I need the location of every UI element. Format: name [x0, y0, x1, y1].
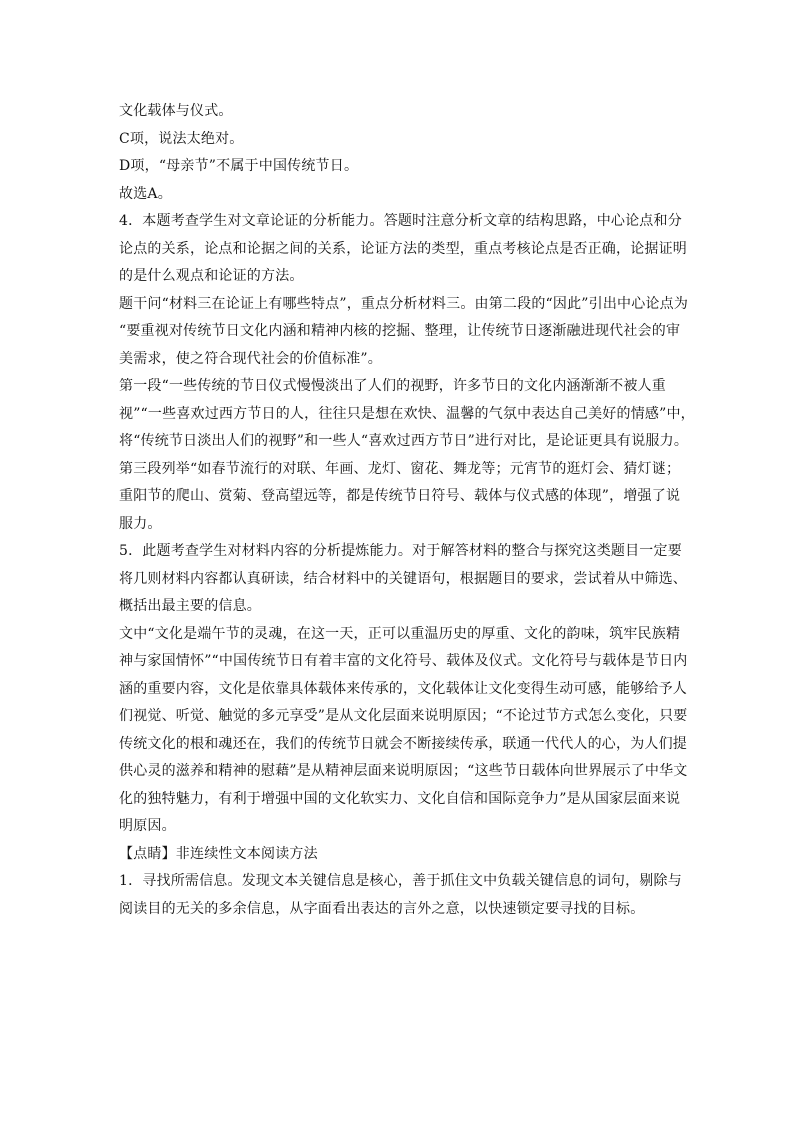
text-line: “要重视对传统节日文化内涵和精神内核的挖掘、整理，让传统节日逐渐融进现代社会的审 — [119, 323, 681, 339]
text-line: 神与家国情怀”“中国传统节日有着丰富的文化符号、载体及仪式。文化符号与载体是节日内 — [119, 653, 688, 669]
text-line: 题干问“材料三在论证上有哪些特点”，重点分析材料三。由第二段的“因此”引出中心论点为 — [119, 295, 689, 312]
text-line: C项，说法太绝对。 — [119, 130, 244, 147]
text-line: 阅读目的无关的多余信息，从字面看出表达的言外之意，以快速锁定要寻找的目标。 — [119, 900, 645, 917]
text-line: 供心灵的滋养和精神的慰藉”是从精神层面来说明原因；“这些节日载体向世界展示了中华文 — [119, 763, 688, 779]
text-line: 化的独特魅力，有利于增强中国的文化软实力、文化自信和国际竞争力”是从国家层面来说 — [119, 790, 681, 807]
text-line: 论点的关系，论点和论据之间的关系，论证方法的类型，重点考核论点是否正确，论据证明 — [119, 240, 687, 257]
text-line: 将“传统节日淡出人们的视野”和一些人“喜欢过西方节日”进行对比，是论证更具有说服力。 — [119, 433, 689, 449]
page-body — [119, 98, 695, 923]
text-line: 重阳节的爬山、赏菊、登高望远等，都是传统节日符号、载体与仪式感的体现”，增强了说 — [119, 488, 681, 504]
text-line: 第一段“一些传统的节日仪式慢慢淡出了人们的视野，许多节日的文化内涵渐渐不被人重 — [119, 378, 666, 394]
text-line: 【点睛】非连续性文本阅读方法 — [119, 845, 318, 862]
text-line: 明原因。 — [119, 818, 176, 834]
text-line: 的是什么观点和论证的方法。 — [119, 268, 304, 284]
text-line: 美需求，使之符合现代社会的价值标准”。 — [119, 350, 382, 367]
text-line: 视”“一些喜欢过西方节日的人，往往只是想在欢快、温馨的气氛中表达自己美好的情感”中， — [119, 405, 695, 422]
text-line: 将几则材料内容都认真研读，结合材料中的关键语句，根据题目的要求，尝试着从中筛选、 — [119, 570, 687, 587]
text-line: 5．此题考查学生对材料内容的分析提炼能力。对于解答材料的整合与探究这类题目一定要 — [119, 543, 682, 559]
text-line: 文化载体与仪式。 — [119, 103, 233, 119]
text-line: 传统文化的根和魂还在，我们的传统节日就会不断接续传承，联通一代代人的心，为人们提 — [119, 735, 687, 752]
text-line: 故选A。 — [119, 185, 172, 202]
text-line: 概括出最主要的信息。 — [119, 598, 261, 614]
text-line: 1．寻找所需信息。发现文本关键信息是核心，善于抓住文中负载关键信息的词句，剔除与 — [119, 873, 682, 889]
text-line: 文中“文化是端午节的灵魂，在这一天，正可以重温历史的厚重、文化的韵味，筑牢民族精 — [119, 625, 681, 642]
text-line: 4．本题考查学生对文章论证的分析能力。答题时注意分析文章的结构思路，中心论点和分 — [119, 213, 682, 229]
text-line: 涵的重要内容，文化是依靠具体载体来传承的，文化载体让文化变得生动可感，能够给予人 — [119, 680, 687, 697]
text-line: 第三段列举“如春节流行的对联、年画、龙灯、窗花、舞龙等；元宵节的逛灯会、猜灯谜； — [119, 460, 681, 477]
text-line: 们视觉、听觉、触觉的多元享受”是从文化层面来说明原因；“不论过节方式怎么变化，只要 — [119, 708, 688, 724]
text-line: 服力。 — [119, 515, 162, 532]
text-line: D项，“母亲节”不属于中国传统节日。 — [119, 158, 359, 174]
